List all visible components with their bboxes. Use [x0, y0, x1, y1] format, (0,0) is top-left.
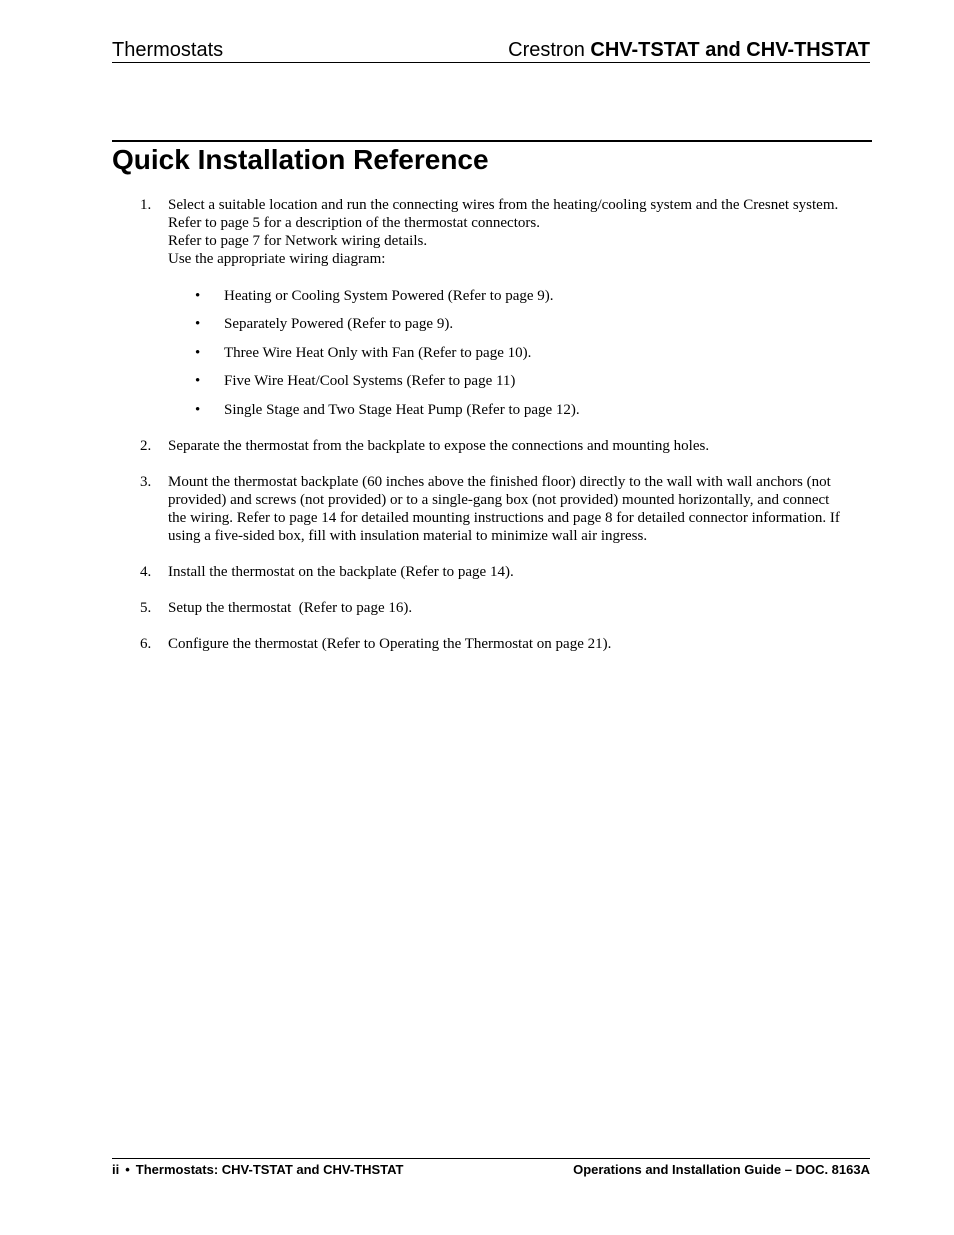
- bullet-item: [168, 401, 872, 419]
- step-text: Configure the thermostat (Refer to Operating the Thermostat on page 21).: [168, 635, 612, 652]
- bullet-icon: •: [195, 316, 201, 333]
- bullet-text: Five Wire Heat/Cool Systems (Refer to page 11): [224, 373, 516, 390]
- step-text: Install the thermostat on the backplate (Refer to page 14).: [168, 563, 514, 580]
- page-title: Quick Installation Reference: [112, 144, 489, 175]
- bullet-item: [168, 372, 872, 390]
- footer-doc-title: Thermostats: CHV-TSTAT and CHV-THSTAT: [135, 1162, 404, 1177]
- bullet-icon: •: [195, 401, 201, 418]
- steps-list: [112, 196, 872, 653]
- step-line: provided) and screws (not provided) or to a single-gang box (not provided) mounted horizontally, and connect: [168, 491, 830, 508]
- header-brand: Crestron: [508, 39, 585, 61]
- step-number: 2.: [140, 437, 152, 454]
- bullet-text: Separately Powered (Refer to page 9).: [224, 316, 454, 333]
- step-number: 3.: [140, 473, 152, 490]
- step-number: 6.: [140, 635, 152, 652]
- step-item: [112, 437, 872, 455]
- step-number: 4.: [140, 563, 152, 580]
- bullet-text: Three Wire Heat Only with Fan (Refer to page 10).: [224, 344, 532, 361]
- bullet-icon: •: [195, 288, 201, 304]
- step-line: Refer to page 7 for Network wiring details.: [168, 233, 428, 249]
- wiring-diagram-list: [168, 287, 872, 419]
- step-line: using a five-sided box, fill with insulation material to minimize wall air ingress.: [168, 527, 648, 544]
- step-item: [112, 473, 872, 545]
- step-item: [112, 635, 872, 653]
- header-product-name: CHV-TSTAT and CHV-THSTAT: [590, 39, 870, 61]
- step-item: [112, 599, 872, 617]
- footer-page-number: ii: [112, 1162, 120, 1177]
- footer-separator: •: [125, 1162, 130, 1177]
- running-footer: [112, 1158, 870, 1178]
- bullet-icon: •: [195, 344, 201, 361]
- footer-left: [112, 1162, 404, 1178]
- bullet-text: Single Stage and Two Stage Heat Pump (Refer to page 12).: [224, 401, 580, 418]
- step-item: [112, 563, 872, 581]
- step-line: the wiring. Refer to page 14 for detailed mounting instructions and page 8 for detailed connector information. If: [168, 509, 840, 526]
- header-section: Thermostats: [112, 39, 224, 61]
- step-line: Mount the thermostat backplate (60 inches above the finished floor) directly to the wall with wall anchors (not: [168, 473, 831, 490]
- bullet-item: [168, 287, 872, 305]
- step-text: Separate the thermostat from the backplate to expose the connections and mounting holes.: [168, 437, 710, 454]
- bullet-icon: •: [195, 373, 201, 390]
- step-line: Refer to page 5 for a description of the thermostat connectors.: [168, 215, 540, 231]
- bullet-text: Heating or Cooling System Powered (Refer to page 9).: [224, 288, 554, 304]
- step-number: 5.: [140, 599, 152, 616]
- running-header: [112, 38, 870, 63]
- header-product: [508, 38, 870, 62]
- bullet-item: [168, 344, 872, 362]
- bullet-item: [168, 315, 872, 333]
- step-number: 1.: [140, 197, 152, 213]
- step-text: Setup the thermostat (Refer to page 16).: [168, 599, 413, 616]
- step-line: Select a suitable location and run the connecting wires from the heating/cooling system and the Cresnet system.: [168, 197, 839, 213]
- footer-right: Operations and Installation Guide – DOC. 8163A: [573, 1162, 870, 1177]
- step-line: Use the appropriate wiring diagram:: [168, 251, 386, 267]
- step-item: [112, 196, 872, 419]
